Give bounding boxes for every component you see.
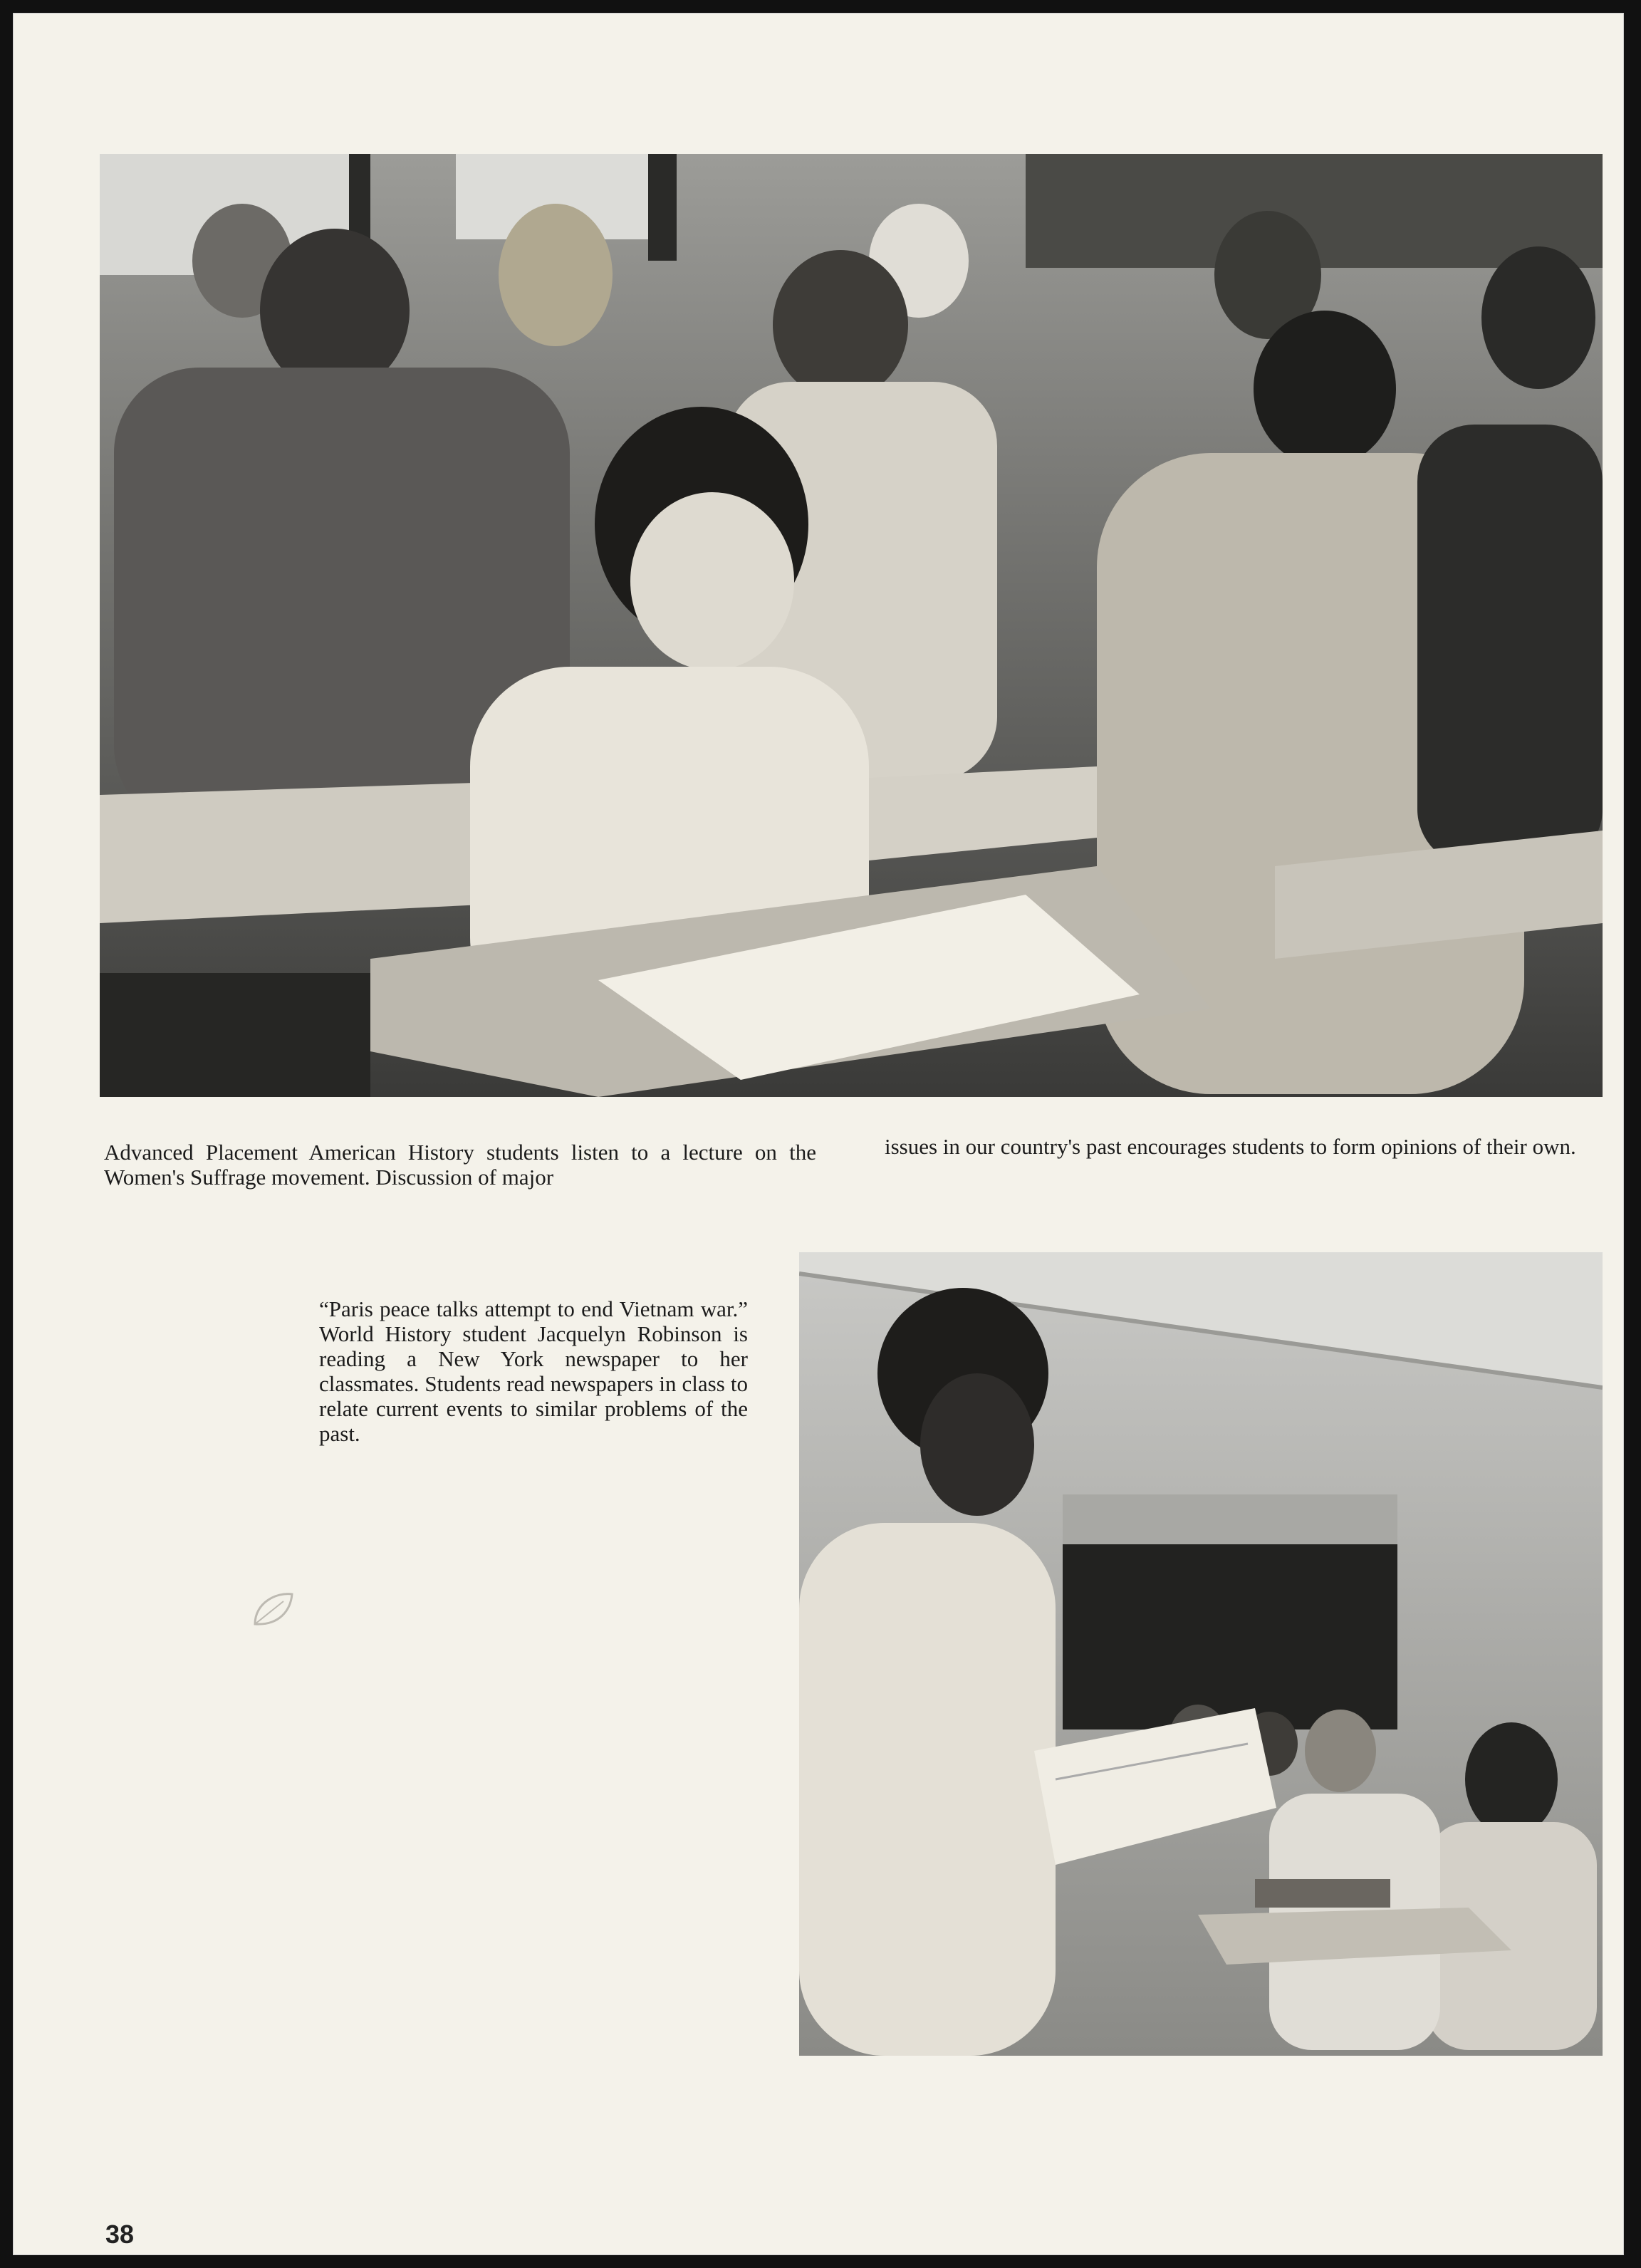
yearbook-page: [13, 13, 1624, 2255]
leaf-icon: [248, 1588, 298, 1631]
top-caption-right: issues in our country's past encourages students to form opinions of their own.: [885, 1134, 1576, 1159]
classroom-photo: [100, 154, 1603, 1097]
newspaper-reader-illustration: [799, 1252, 1603, 2056]
page-number: 38: [105, 2220, 135, 2249]
newspaper-caption: “Paris peace talks attempt to end Vietnam war.” World History student Jacquelyn Robinson is reading a New York newspaper to her classmates. Students read newspapers in class to relate current events to similar problems of the past.: [319, 1296, 748, 1446]
newspaper-reader-photo: [799, 1252, 1603, 2056]
classroom-photo-illustration: [100, 154, 1603, 1097]
top-caption-left: Advanced Placement American History students listen to a lecture on the Women's Suffrage movement. Discussion of major: [104, 1140, 816, 1190]
